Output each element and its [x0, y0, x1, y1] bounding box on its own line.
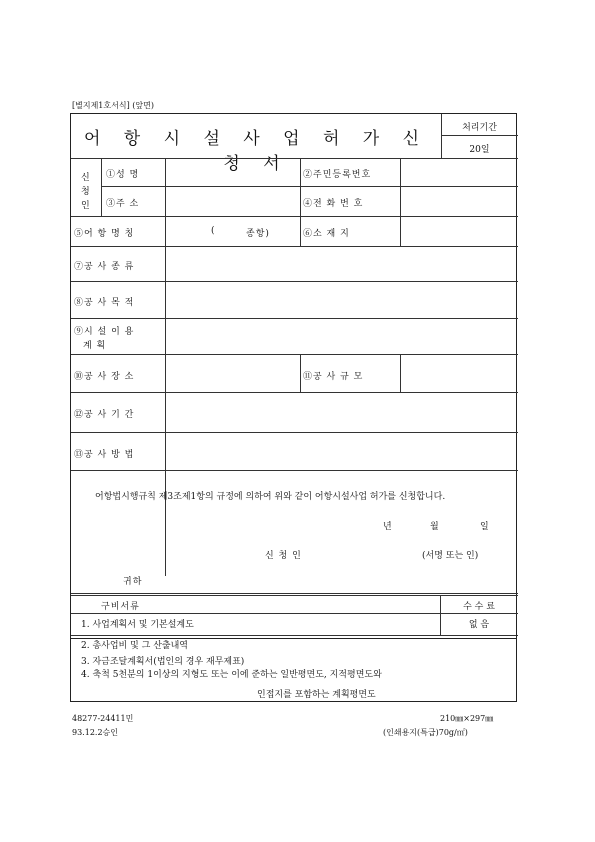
footer-code: 48277-24411민	[72, 714, 134, 723]
applicant-label-2: 청	[81, 187, 91, 197]
declaration-text: 어항법시행규칙 제3조제1항의 규정에 의하여 위와 같이 어항시설사업 허가를 신청합니다.	[95, 492, 446, 502]
port-name-type: 종항)	[246, 229, 270, 239]
footer-approval: 93.12.2승인	[72, 728, 118, 737]
processing-period-value: 20일	[469, 145, 490, 155]
date-day: 일	[480, 522, 490, 532]
work-site-label: ⑩공 사 장 소	[74, 372, 135, 382]
work-scale-label: ⑪공 사 규 모	[303, 372, 364, 382]
date-month: 월	[430, 522, 440, 532]
processing-period-label: 처리기간	[462, 123, 497, 133]
documents-header: 구비서류	[101, 602, 140, 612]
footer-paper: (인쇄용지(특급)70g/㎡)	[383, 728, 468, 737]
phone-label: ④전 화 번 호	[303, 199, 364, 209]
document-item-4-cont: 인접지를 포함하는 계획평면도	[257, 690, 376, 700]
signature-hint: (서명 또는 인)	[422, 551, 479, 561]
work-purpose-label: ⑧공 사 목 적	[74, 298, 135, 308]
address-label: ③주 소	[106, 199, 140, 209]
document-item-2: 2. 총사업비 및 그 산출내역	[81, 641, 188, 651]
work-period-label: ⑫공 사 기 간	[74, 410, 135, 420]
facility-plan-label: 계 획	[83, 341, 107, 351]
addressee-label: 귀하	[123, 577, 143, 587]
port-name-open: (	[211, 226, 216, 236]
document-item-4: 4. 축척 5천분의 1이상의 지형도 또는 이에 준하는 일반평면도, 지적평면도와	[81, 670, 382, 680]
fee-header: 수 수 료	[463, 602, 495, 612]
fee-value: 없 음	[468, 620, 490, 630]
form-number: [별지제1호서식] (앞면)	[72, 101, 154, 110]
applicant-signature-label: 신 청 인	[265, 551, 302, 561]
footer-size: 210㎜×297㎜	[440, 714, 494, 723]
applicant-label-3: 인	[81, 201, 91, 211]
name-label: ①성 명	[106, 170, 140, 180]
applicant-label-1: 신	[81, 173, 91, 183]
application-form	[70, 113, 517, 639]
work-type-label: ⑦공 사 종 류	[74, 262, 135, 272]
documents-list	[70, 634, 517, 702]
location-label: ⑥소 재 지	[303, 229, 350, 239]
document-item-3: 3. 자금조달계획서(법인의 경우 재무제표)	[81, 657, 245, 667]
date-year: 년	[383, 522, 393, 532]
work-method-label: ⑬공 사 방 법	[74, 450, 135, 460]
facility-use-label: ⑨시 설 이 용	[74, 327, 135, 337]
form-title: 어 항 시 설 사 업 허 가 신 청 서	[83, 129, 429, 174]
port-name-label: ⑤어 항 명 칭	[74, 229, 135, 239]
rrn-label: ②주민등록번호	[303, 170, 372, 180]
document-item-1: 1. 사업계획서 및 기본설계도	[81, 620, 194, 630]
